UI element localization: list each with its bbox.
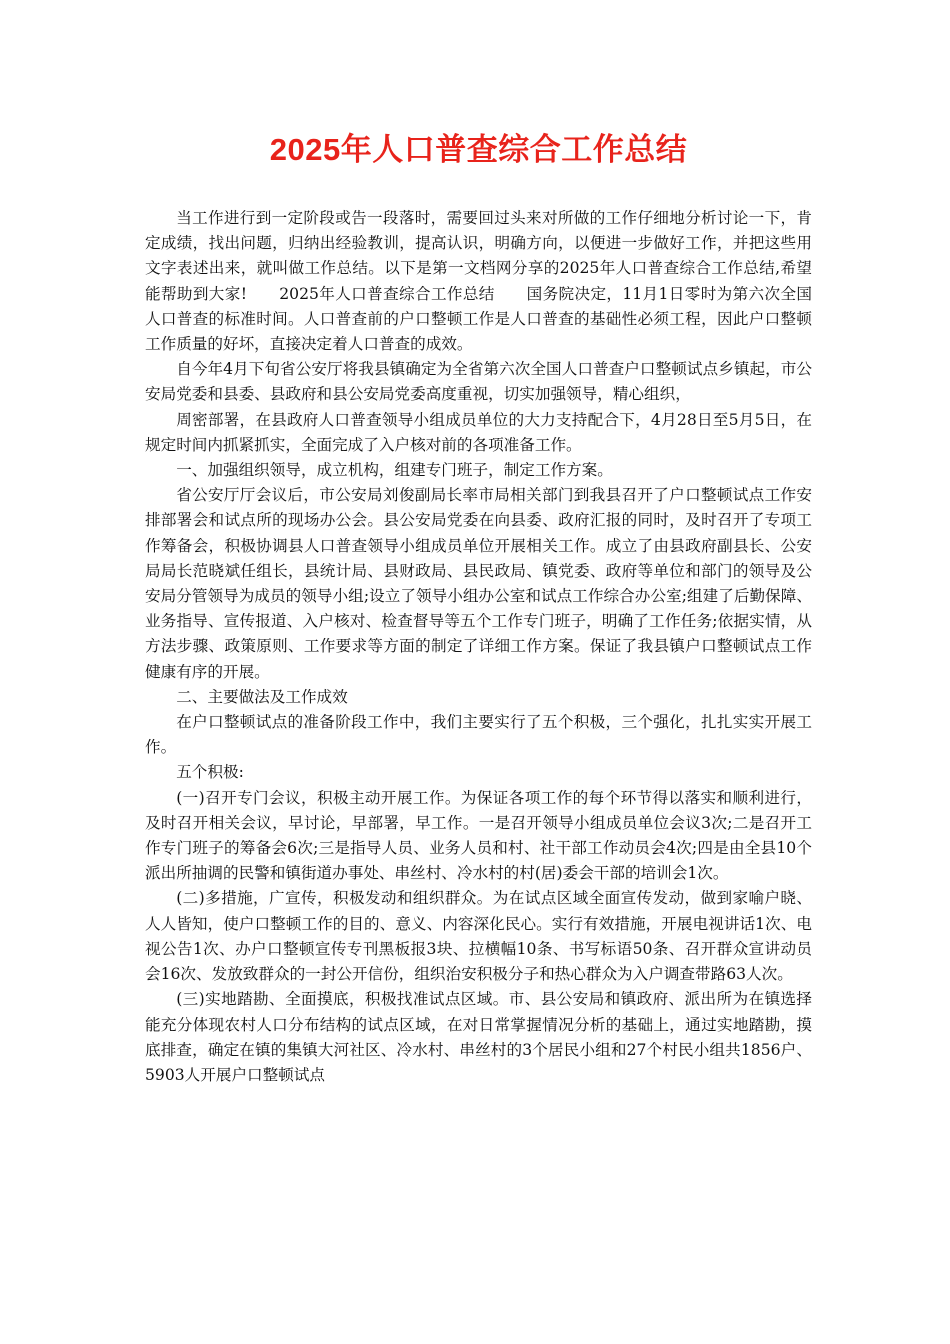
paragraph: 自今年4月下旬省公安厅将我县镇确定为全省第六次全国人口普查户口整顿试点乡镇起，市公安局党委和县委、县政府和县公安局党委高度重视，切实加强领导，精心组织，: [145, 360, 812, 404]
document-title: 2025年人口普查综合工作总结: [269, 132, 688, 167]
paragraph: (一)召开专门会议，积极主动开展工作。为保证各项工作的每个环节得以落实和顺利进行，及时召开相关会议，早讨论，早部署，早工作。一是召开领导小组成员单位会议3次;二是召开工作专门班子的筹备会6次;三是指导人员、业务人员和村、社干部工作动员会4次;四是由全县10个派出所抽调的民警和镇街道办事处、串丝村、冷水村的村(居)委会干部的培训会1次。: [145, 788, 812, 883]
section-heading: 一、加强组织领导，成立机构，组建专门班子，制定工作方案。: [176, 461, 613, 480]
paragraph: 省公安厅厅会议后，市公安局刘俊副局长率市局相关部门到我县召开了户口整顿试点工作安排部署会和试点所的现场办公会。县公安局党委在向县委、政府汇报的同时，及时召开了专项工作筹备会，积极协调县人口普查领导小组成员单位开展相关工作。成立了由县政府副县长、公安局局长范晓斌任组长，县统计局、县财政局、县民政局、镇党委、政府等单位和部门的领导及公安局分管领导为成员的领导小组;设立了领导小组办公室和试点工作综合办公室;组建了后勤保障、业务指导、宣传报道、入户核对、检查督导等五个工作专门班子，明确了工作任务;依据实情，从方法步骤、政策原则、工作要求等方面的制定了详细工作方案。保证了我县镇户口整顿试点工作健康有序的开展。: [145, 486, 812, 681]
paragraph: 在户口整顿试点的准备阶段工作中，我们主要实行了五个积极，三个强化，扎扎实实开展工作。: [145, 713, 812, 757]
subsection-heading: 五个积极:: [176, 763, 244, 782]
document-body: [145, 206, 812, 1088]
paragraph: (三)实地踏勘、全面摸底，积极找准试点区域。市、县公安局和镇政府、派出所为在镇选择能充分体现农村人口分布结构的试点区域，在对日常掌握情况分析的基础上，通过实地踏勘，摸底排查，确定在镇的集镇大河社区、冷水村、串丝村的3个居民小组和27个村民小组共1856户、5903人开展户口整顿试点: [145, 990, 812, 1084]
paragraph: 周密部署，在县政府人口普查领导小组成员单位的大力支持配合下，4月28日至5月5日，在规定时间内抓紧抓实，全面完成了入户核对前的各项准备工作。: [145, 410, 812, 454]
paragraph: 当工作进行到一定阶段或告一段落时，需要回过头来对所做的工作仔细地分析讨论一下，肯定成绩，找出问题，归纳出经验教训，提高认识，明确方向，以便进一步做好工作，并把这些用文字表述出来，就叫做工作总结。以下是第一文档网分享的2025年人口普查综合工作总结,希望能帮助到大家! 2025年人口普查综合工作总结 国务院决定，11月1日零时为第六次全国人口普查的标准时间。人口普查前的户口整顿工作是人口普查的基础性必须工程，因此户口整顿工作质量的好坏，直接决定着人口普查的成效。: [145, 209, 812, 354]
paragraph: (二)多措施，广宣传，积极发动和组织群众。为在试点区域全面宣传发动，做到家喻户晓、人人皆知，使户口整顿工作的目的、意义、内容深化民心。实行有效措施，开展电视讲话1次、电视公告1次、办户口整顿宣传专刊黑板报3块、拉横幅10条、书写标语50条、召开群众宣讲动员会16次、发放致群众的一封公开信份，组织治安积极分子和热心群众为入户调查带路63人次。: [145, 889, 812, 984]
section-heading: 二、主要做法及工作成效: [176, 687, 348, 706]
